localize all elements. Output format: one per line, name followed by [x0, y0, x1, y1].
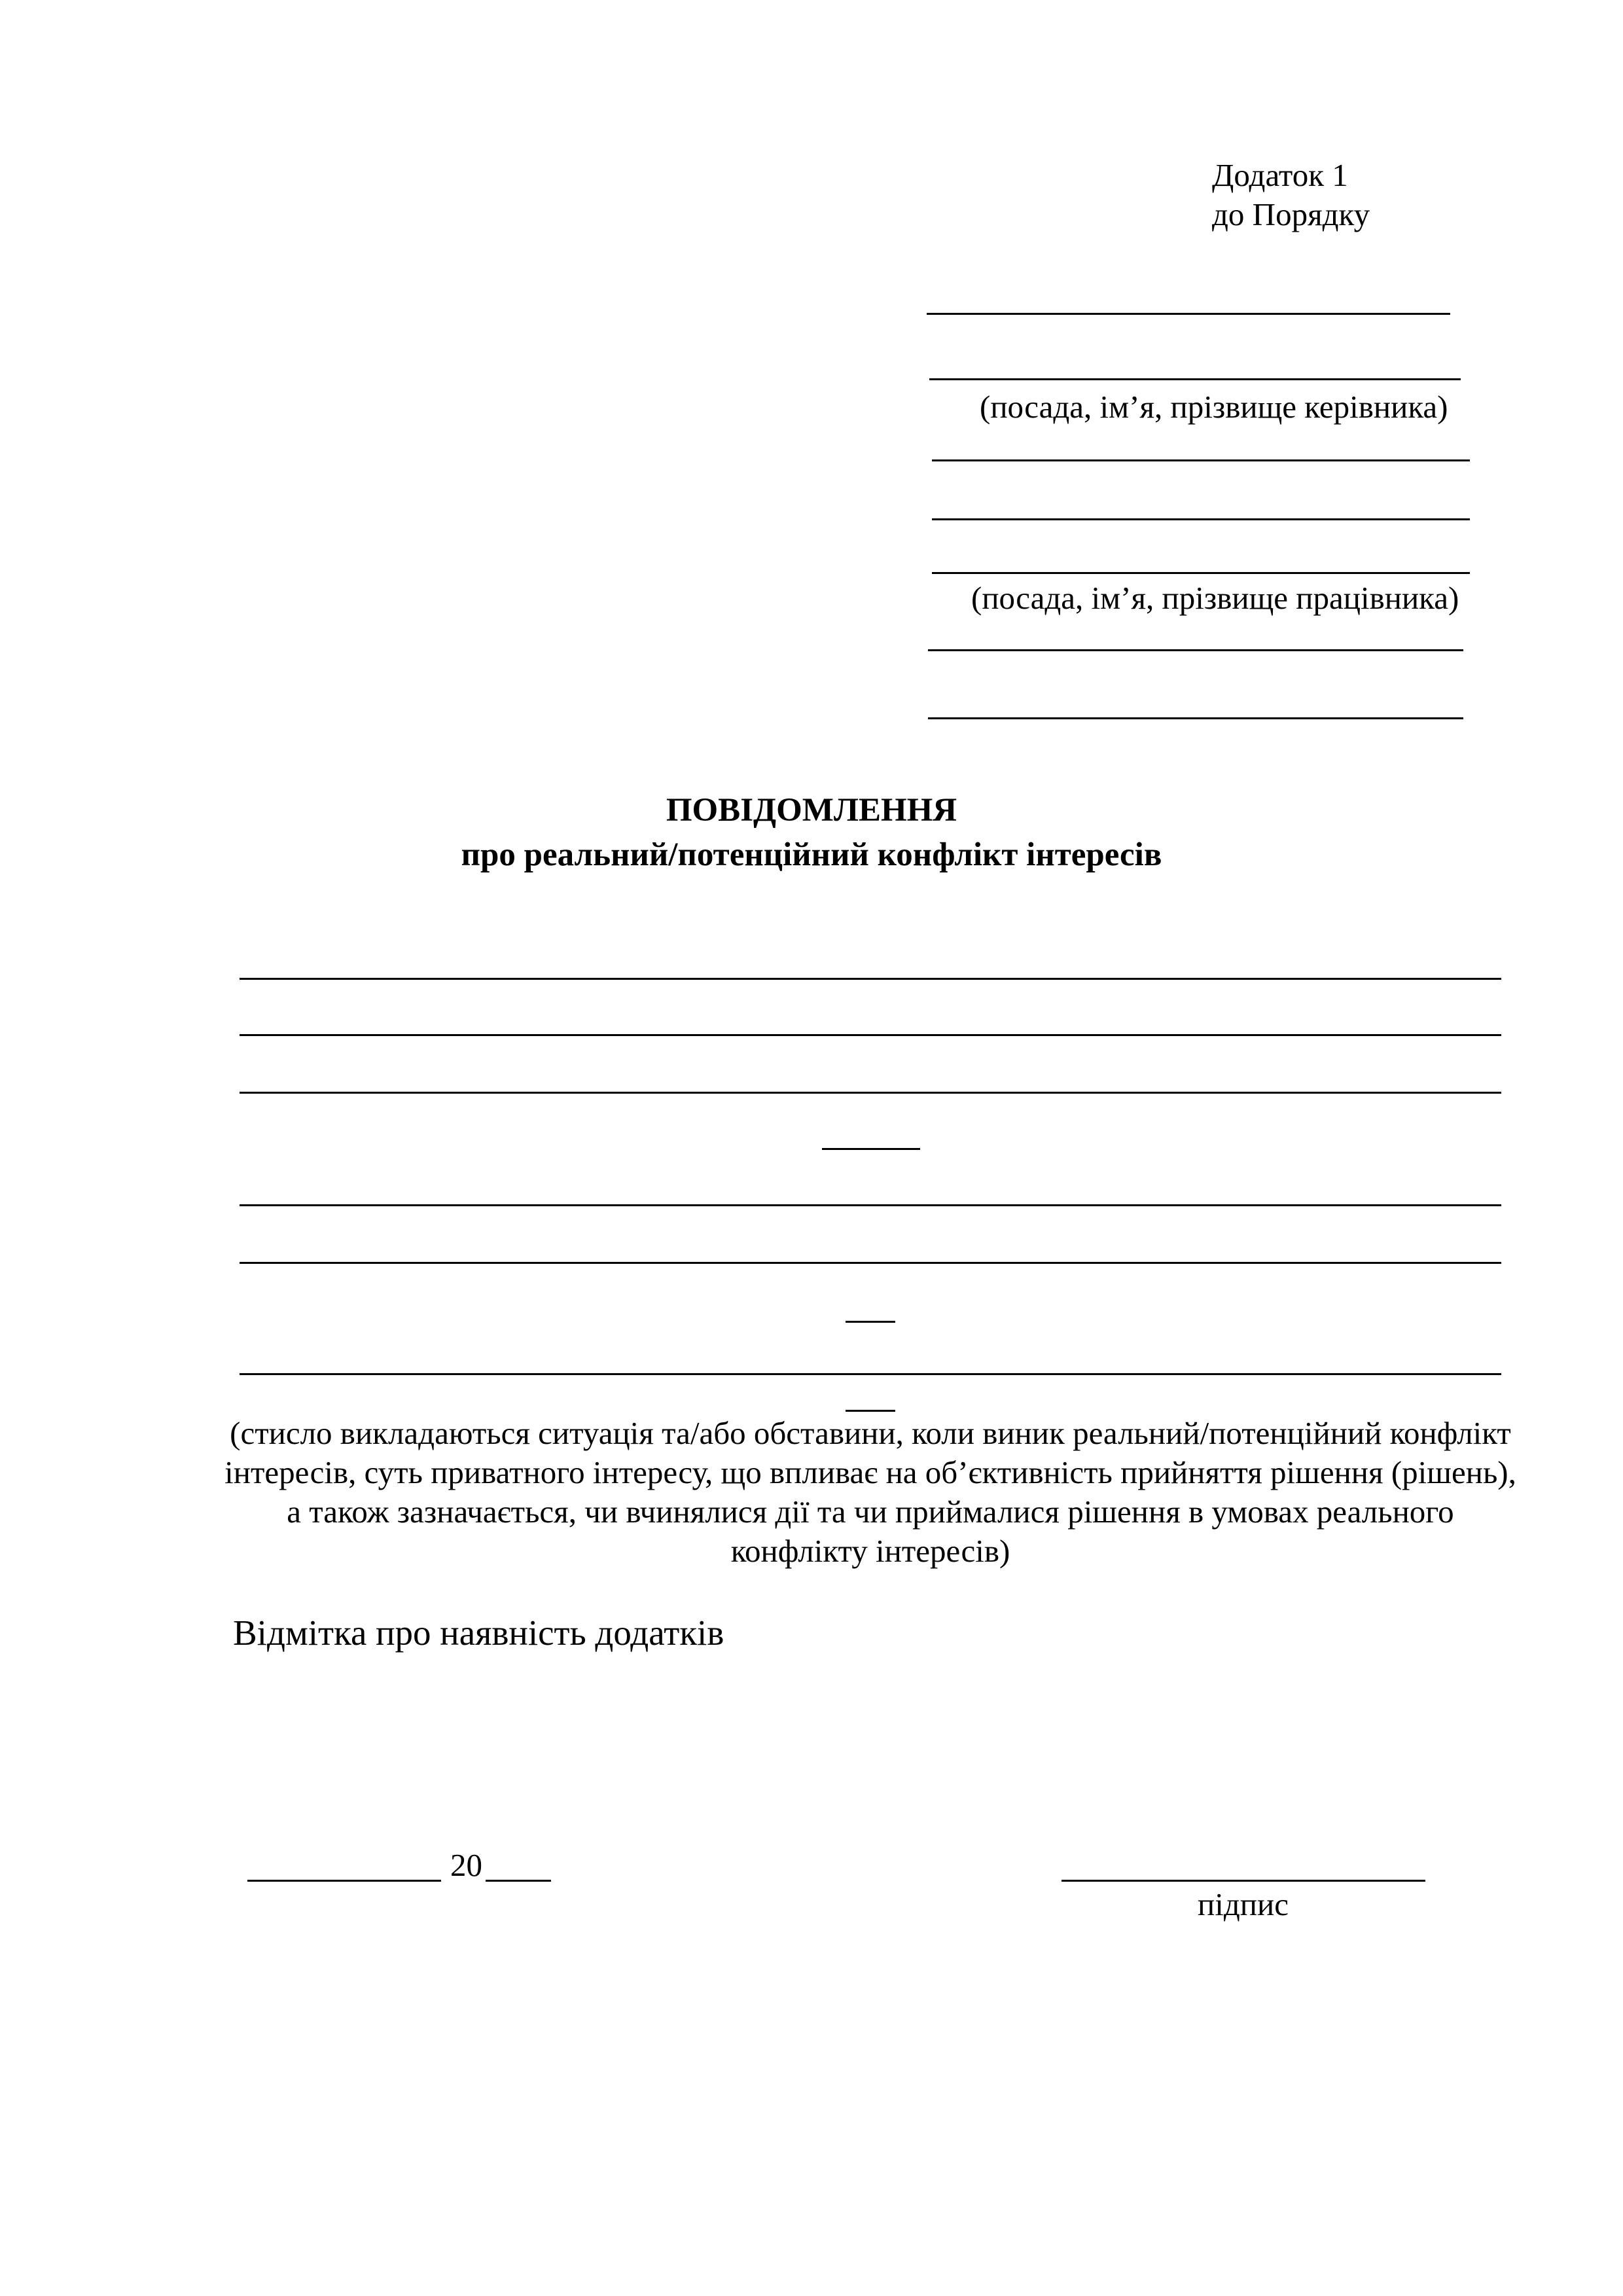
employee-blank-line	[928, 649, 1463, 651]
document-subtitle: про реальний/потенційний конфлікт інтересів	[461, 836, 1162, 873]
manager-caption: (посада, ім’я, прізвище керівника)	[980, 389, 1448, 425]
manager-blank-line	[929, 378, 1461, 380]
date-day-month-line	[247, 1880, 441, 1882]
employee-caption: (посада, ім’я, прізвище працівника)	[971, 580, 1459, 616]
body-blank-line	[240, 1262, 1501, 1264]
date-year-line	[486, 1880, 551, 1882]
body-blank-line	[240, 1373, 1501, 1375]
body-blank-line	[240, 978, 1501, 980]
date-year-prefix: 20	[450, 1847, 482, 1883]
body-blank-line-short	[822, 1148, 920, 1150]
annex-label: Додаток 1	[1212, 157, 1348, 193]
annex-reference: до Порядку	[1212, 196, 1370, 232]
document-title: ПОВІДОМЛЕННЯ	[666, 792, 957, 829]
body-blank-line	[240, 1092, 1501, 1094]
employee-blank-line	[932, 459, 1470, 461]
attachments-mark: Відмітка про наявність додатків	[233, 1613, 724, 1653]
manager-blank-line	[927, 313, 1450, 315]
body-blank-line-short	[846, 1410, 895, 1412]
explanation-note: (стисло викладаються ситуація та/або обставини, коли виник реальний/потенційний конфлікт інтересів, суть приватного інтересу, що впливає на об’єктивність прийняття рішення (рішень), а також зазначається, чи вчинялися дії та чи приймалися рішення в умовах реального конфлікту інтересів)	[224, 1415, 1516, 1569]
body-blank-line-short	[846, 1321, 895, 1323]
employee-blank-line	[932, 518, 1470, 520]
body-blank-line	[240, 1204, 1501, 1206]
body-blank-line	[240, 1034, 1501, 1036]
employee-blank-line	[928, 717, 1463, 719]
signature-caption: підпис	[1198, 1886, 1289, 1922]
signature-line	[1061, 1880, 1425, 1882]
employee-blank-line	[932, 572, 1470, 574]
